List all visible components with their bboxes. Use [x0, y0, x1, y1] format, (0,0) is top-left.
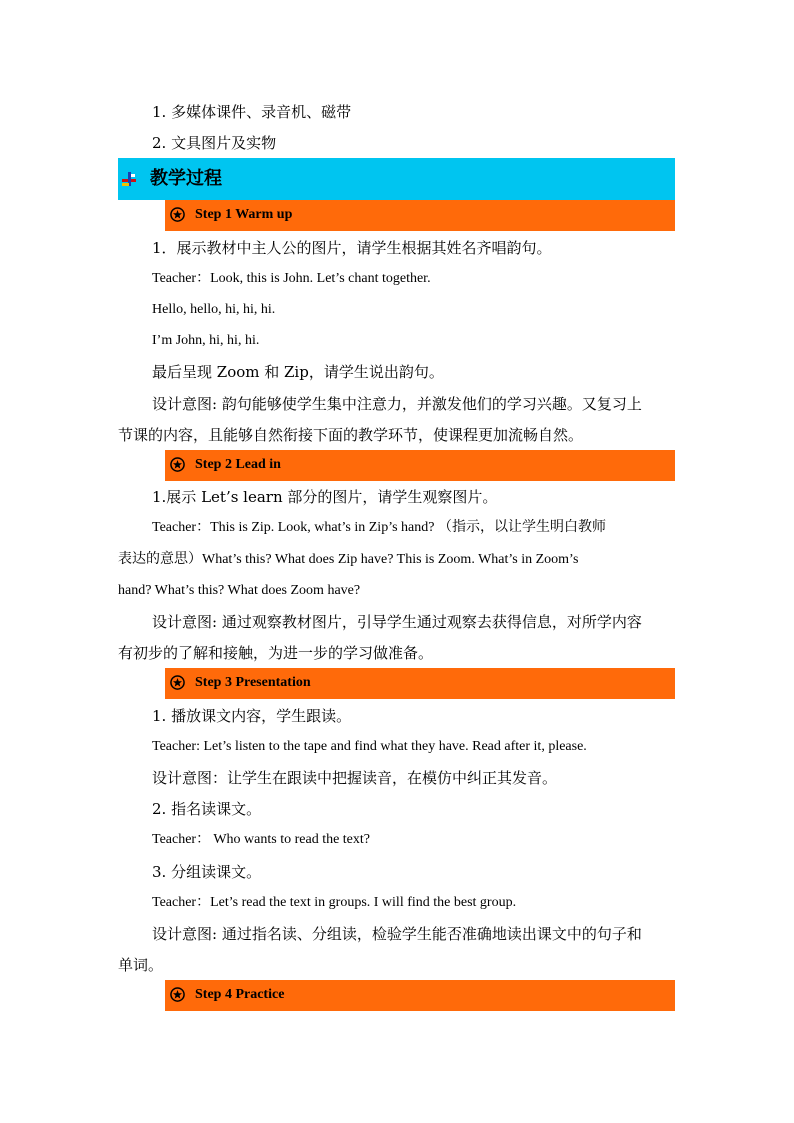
step3-line-5: Teacher： Who wants to read the text?: [152, 832, 371, 847]
step-header-3: [165, 668, 675, 699]
step-header-2: [165, 450, 675, 481]
step1-line-1: 1．展示教材中主人公的图片，请学生根据其姓名齐唱韵句。: [152, 239, 552, 257]
step-header-1: [165, 200, 675, 231]
step3-line-9: 单词。: [118, 956, 164, 974]
step3-line-3: 设计意图：让学生在跟读中把握读音，在模仿中纠正其发音。: [152, 769, 558, 787]
step1-line-6: 设计意图: 韵句能够使学生集中注意力，并激发他们的学习兴趣。又复习上: [152, 395, 642, 413]
material-item-1: 1. 多媒体课件、录音机、磁带: [152, 103, 352, 121]
step1-line-3: Hello, hello, hi, hi, hi.: [152, 302, 276, 317]
step1-line-7: 节课的内容，且能够自然衔接下面的教学环节，使课程更加流畅自然。: [118, 426, 584, 444]
step1-line-2: Teacher：Look, this is John. Let’s chant together.: [152, 271, 431, 286]
step1-line-4: I’m John, hi, hi, hi.: [152, 333, 260, 348]
step-header-4: [165, 980, 675, 1011]
step3-line-4: 2. 指名读课文。: [152, 800, 262, 818]
step2-line-6: 有初步的了解和接触，为进一步的学习做准备。: [118, 644, 434, 662]
step1-line-5: 最后呈现 Zoom 和 Zip，请学生说出韵句。: [152, 363, 444, 381]
section-banner: [118, 158, 675, 200]
section-title: 教学过程: [150, 168, 222, 189]
step2-line-5: 设计意图: 通过观察教材图片，引导学生通过观察去获得信息，对所学内容: [152, 613, 642, 631]
star-circle-icon: [170, 987, 185, 1002]
step2-line-3: 表达的意思）What’s this? What does Zip have? This is Zoom. What’s in Zoom’s: [118, 552, 579, 567]
star-circle-icon: [170, 207, 185, 222]
step2-line-4: hand? What’s this? What does Zoom have?: [118, 583, 361, 598]
step3-line-7: Teacher：Let’s read the text in groups. I will find the best group.: [152, 895, 517, 910]
material-item-2: 2. 文具图片及实物: [152, 134, 277, 152]
step3-line-6: 3. 分组读课文。: [152, 863, 262, 881]
step-label: Step 3 Presentation: [195, 675, 311, 690]
step2-line-2: Teacher：This is Zip. Look, what’s in Zip’s hand? （指示，以让学生明白教师: [152, 520, 606, 535]
step3-line-8: 设计意图: 通过指名读、分组读，检验学生能否准确地读出课文中的句子和: [152, 925, 642, 943]
section-marker-icon: [122, 172, 136, 186]
star-circle-icon: [170, 457, 185, 472]
step-label: Step 1 Warm up: [195, 207, 293, 222]
step3-line-2: Teacher: Let’s listen to the tape and find what they have. Read after it, please.: [152, 739, 587, 754]
star-circle-icon: [170, 675, 185, 690]
step3-line-1: 1. 播放课文内容，学生跟读。: [152, 707, 352, 725]
step-label: Step 4 Practice: [195, 987, 285, 1002]
step2-line-1: 1.展示 Let’s learn 部分的图片，请学生观察图片。: [152, 488, 498, 506]
step-label: Step 2 Lead in: [195, 457, 281, 472]
